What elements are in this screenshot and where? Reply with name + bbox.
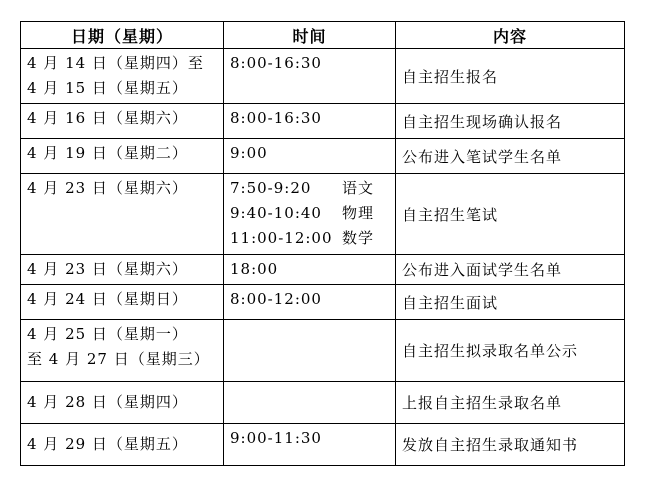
date-line: 4 月 15 日（星期五） bbox=[27, 79, 188, 97]
content-cell: 上报自主招生录取名单 bbox=[396, 382, 625, 424]
exam-line bbox=[230, 201, 389, 226]
content-cell: 自主招生报名 bbox=[396, 49, 625, 104]
date-cell bbox=[21, 382, 224, 424]
time-cell bbox=[224, 49, 396, 104]
exam-subject: 数学 bbox=[342, 229, 375, 247]
header-date: 日期（星期） bbox=[21, 22, 224, 49]
date-cell bbox=[21, 285, 224, 320]
table-row bbox=[21, 320, 625, 382]
content-cell: 发放自主招生录取通知书 bbox=[396, 424, 625, 466]
date-line: 4 月 19 日（星期二） bbox=[27, 144, 188, 162]
time-line: 8:00-16:30 bbox=[230, 54, 322, 72]
time-line: 9:00 bbox=[230, 144, 268, 162]
time-line: 8:00-16:30 bbox=[230, 109, 322, 127]
date-line: 4 月 23 日（星期六） bbox=[27, 179, 188, 197]
time-cell bbox=[224, 382, 396, 424]
header-content: 内容 bbox=[396, 22, 625, 49]
header-time: 时间 bbox=[224, 22, 396, 49]
date-line: 4 月 24 日（星期日） bbox=[27, 290, 188, 308]
time-line: 18:00 bbox=[230, 260, 279, 278]
time-cell bbox=[224, 255, 396, 285]
date-cell bbox=[21, 104, 224, 139]
table-row bbox=[21, 382, 625, 424]
time-cell bbox=[224, 139, 396, 174]
table-row bbox=[21, 139, 625, 174]
date-line: 4 月 16 日（星期六） bbox=[27, 109, 188, 127]
date-line: 4 月 29 日（星期五） bbox=[27, 435, 188, 453]
time-cell bbox=[224, 174, 396, 255]
date-line: 4 月 14 日（星期四）至 bbox=[27, 54, 204, 72]
date-line: 至 4 月 27 日（星期三） bbox=[27, 350, 210, 368]
time-line: 8:00-12:00 bbox=[230, 290, 322, 308]
date-cell bbox=[21, 424, 224, 466]
date-line: 4 月 28 日（星期四） bbox=[27, 393, 188, 411]
table-row bbox=[21, 174, 625, 255]
exam-subject: 物理 bbox=[342, 204, 375, 222]
content-cell: 自主招生现场确认报名 bbox=[396, 104, 625, 139]
date-line: 4 月 25 日（星期一） bbox=[27, 325, 188, 343]
date-cell bbox=[21, 174, 224, 255]
table-row bbox=[21, 104, 625, 139]
table-row bbox=[21, 424, 625, 466]
schedule-table bbox=[20, 21, 625, 466]
exam-line bbox=[230, 176, 389, 201]
date-cell bbox=[21, 139, 224, 174]
content-cell: 自主招生面试 bbox=[396, 285, 625, 320]
exam-line bbox=[230, 226, 389, 251]
exam-subject: 语文 bbox=[342, 179, 375, 197]
table-row bbox=[21, 49, 625, 104]
table-row bbox=[21, 255, 625, 285]
date-cell bbox=[21, 255, 224, 285]
time-cell bbox=[224, 320, 396, 382]
date-line: 4 月 23 日（星期六） bbox=[27, 260, 188, 278]
content-cell: 公布进入面试学生名单 bbox=[396, 255, 625, 285]
time-cell bbox=[224, 104, 396, 139]
time-cell bbox=[224, 424, 396, 466]
exam-time: 9:40-10:40 bbox=[230, 204, 322, 222]
content-cell: 自主招生拟录取名单公示 bbox=[396, 320, 625, 382]
exam-time: 11:00-12:00 bbox=[230, 229, 333, 247]
time-cell bbox=[224, 285, 396, 320]
content-cell: 自主招生笔试 bbox=[396, 174, 625, 255]
table-row bbox=[21, 285, 625, 320]
date-cell bbox=[21, 320, 224, 382]
content-cell: 公布进入笔试学生名单 bbox=[396, 139, 625, 174]
header-row bbox=[21, 22, 625, 49]
date-cell bbox=[21, 49, 224, 104]
time-line: 9:00-11:30 bbox=[230, 429, 322, 447]
exam-time: 7:50-9:20 bbox=[230, 179, 312, 197]
